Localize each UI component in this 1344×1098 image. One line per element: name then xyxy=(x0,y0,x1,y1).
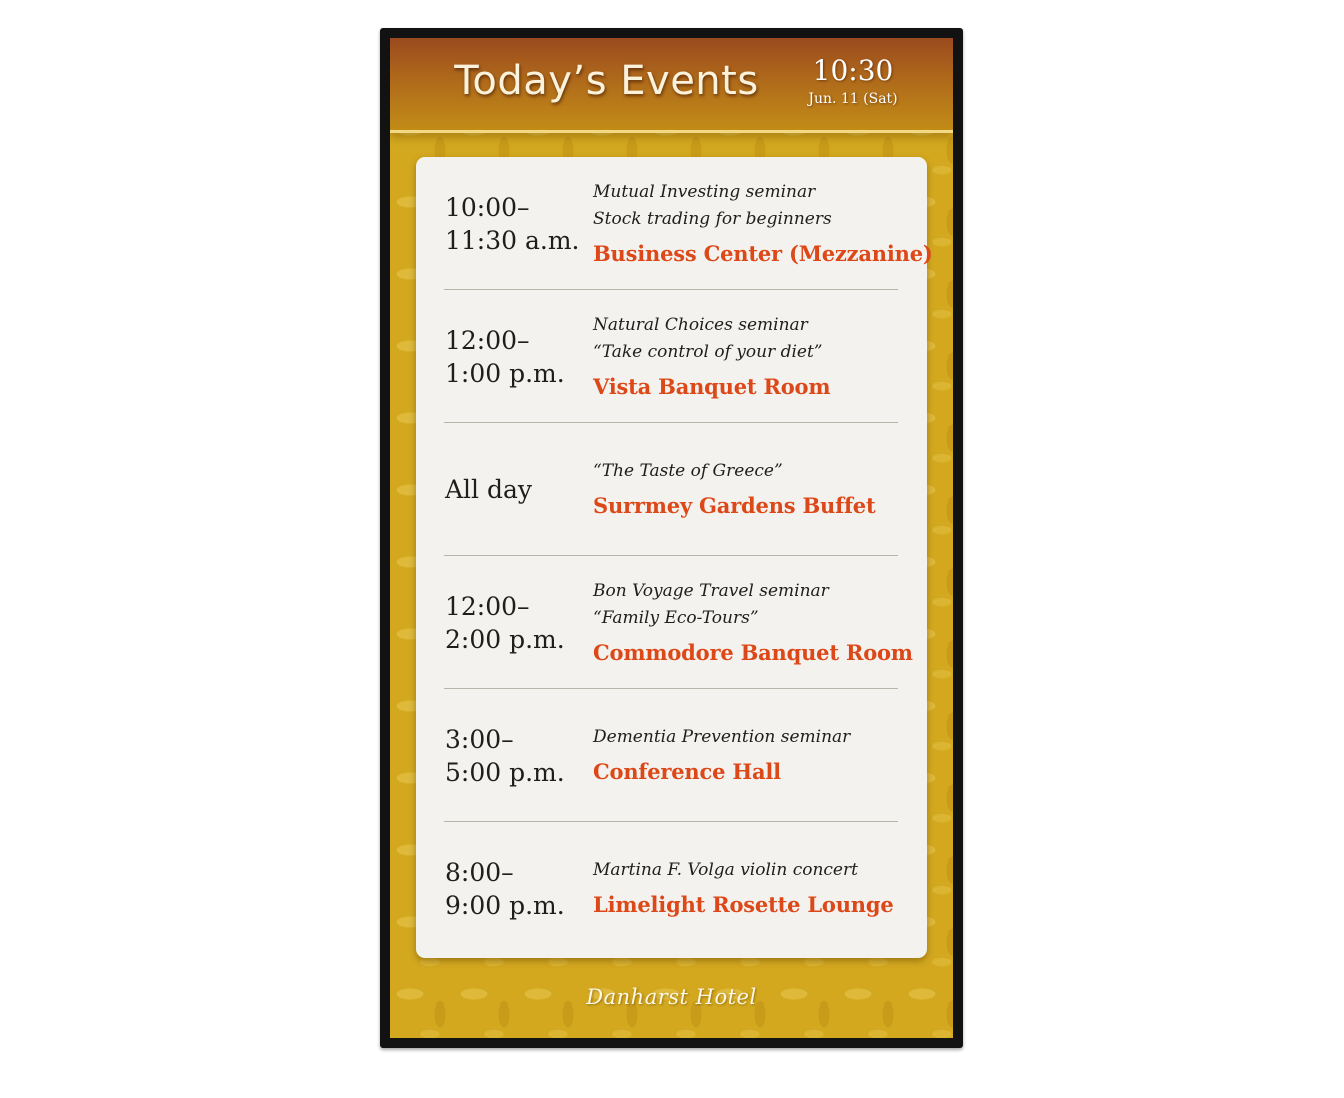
event-time-start: 8:00– xyxy=(445,857,514,887)
current-date: Jun. 11 (Sat) xyxy=(808,91,898,107)
page-title: Today’s Events xyxy=(454,58,759,104)
event-venue: Business Center (Mezzanine) xyxy=(593,240,933,266)
event-time xyxy=(445,822,595,955)
event-description: Mutual Investing seminar xyxy=(593,181,816,202)
current-time: 10:30 xyxy=(812,54,894,87)
event-time-end: 1:00 p.m. xyxy=(445,358,565,388)
event-time-end: 2:00 p.m. xyxy=(445,624,565,654)
event-subtitle: “Take control of your diet” xyxy=(593,341,823,362)
events-panel xyxy=(416,157,933,958)
event-description: Dementia Prevention seminar xyxy=(593,727,851,747)
event-time xyxy=(445,290,595,423)
event-description: Martina F. Volga violin concert xyxy=(593,860,858,880)
event-venue: Conference Hall xyxy=(593,759,781,784)
event-time xyxy=(445,423,595,556)
event-item xyxy=(416,689,927,822)
event-time-start: 3:00– xyxy=(445,724,514,754)
event-info xyxy=(593,423,923,556)
event-item xyxy=(416,556,927,689)
event-item xyxy=(416,157,933,290)
event-time-end: 5:00 p.m. xyxy=(445,757,565,787)
event-info xyxy=(593,290,923,423)
header-bar xyxy=(390,38,953,133)
event-time-end: 11:30 a.m. xyxy=(445,225,580,255)
event-venue: Vista Banquet Room xyxy=(593,373,831,399)
event-description: Bon Voyage Travel seminar xyxy=(593,580,829,601)
event-description: “The Taste of Greece” xyxy=(593,461,783,481)
event-subtitle: “Family Eco-Tours” xyxy=(593,607,759,628)
signage-screen xyxy=(390,38,953,1038)
event-time-start: 10:00– xyxy=(445,192,530,222)
event-info xyxy=(593,157,933,290)
event-info xyxy=(593,822,923,955)
event-venue: Commodore Banquet Room xyxy=(593,639,913,665)
event-time-end: 9:00 p.m. xyxy=(445,890,565,920)
event-item xyxy=(416,290,927,423)
event-time xyxy=(445,689,595,822)
event-description: Natural Choices seminar xyxy=(593,314,808,335)
display-monitor xyxy=(380,28,963,1048)
event-venue: Limelight Rosette Lounge xyxy=(593,892,894,917)
event-time-start: All day xyxy=(445,475,533,504)
event-subtitle: Stock trading for beginners xyxy=(593,208,832,229)
hotel-logo: Danharst Hotel xyxy=(586,985,757,1009)
event-time xyxy=(445,157,595,290)
event-venue: Surrmey Gardens Buffet xyxy=(593,493,876,518)
event-info xyxy=(593,689,923,822)
event-time-start: 12:00– xyxy=(445,325,530,355)
event-time xyxy=(445,556,595,689)
event-item xyxy=(416,423,927,556)
event-info xyxy=(593,556,923,689)
event-time-start: 12:00– xyxy=(445,591,530,621)
event-item xyxy=(416,822,927,955)
